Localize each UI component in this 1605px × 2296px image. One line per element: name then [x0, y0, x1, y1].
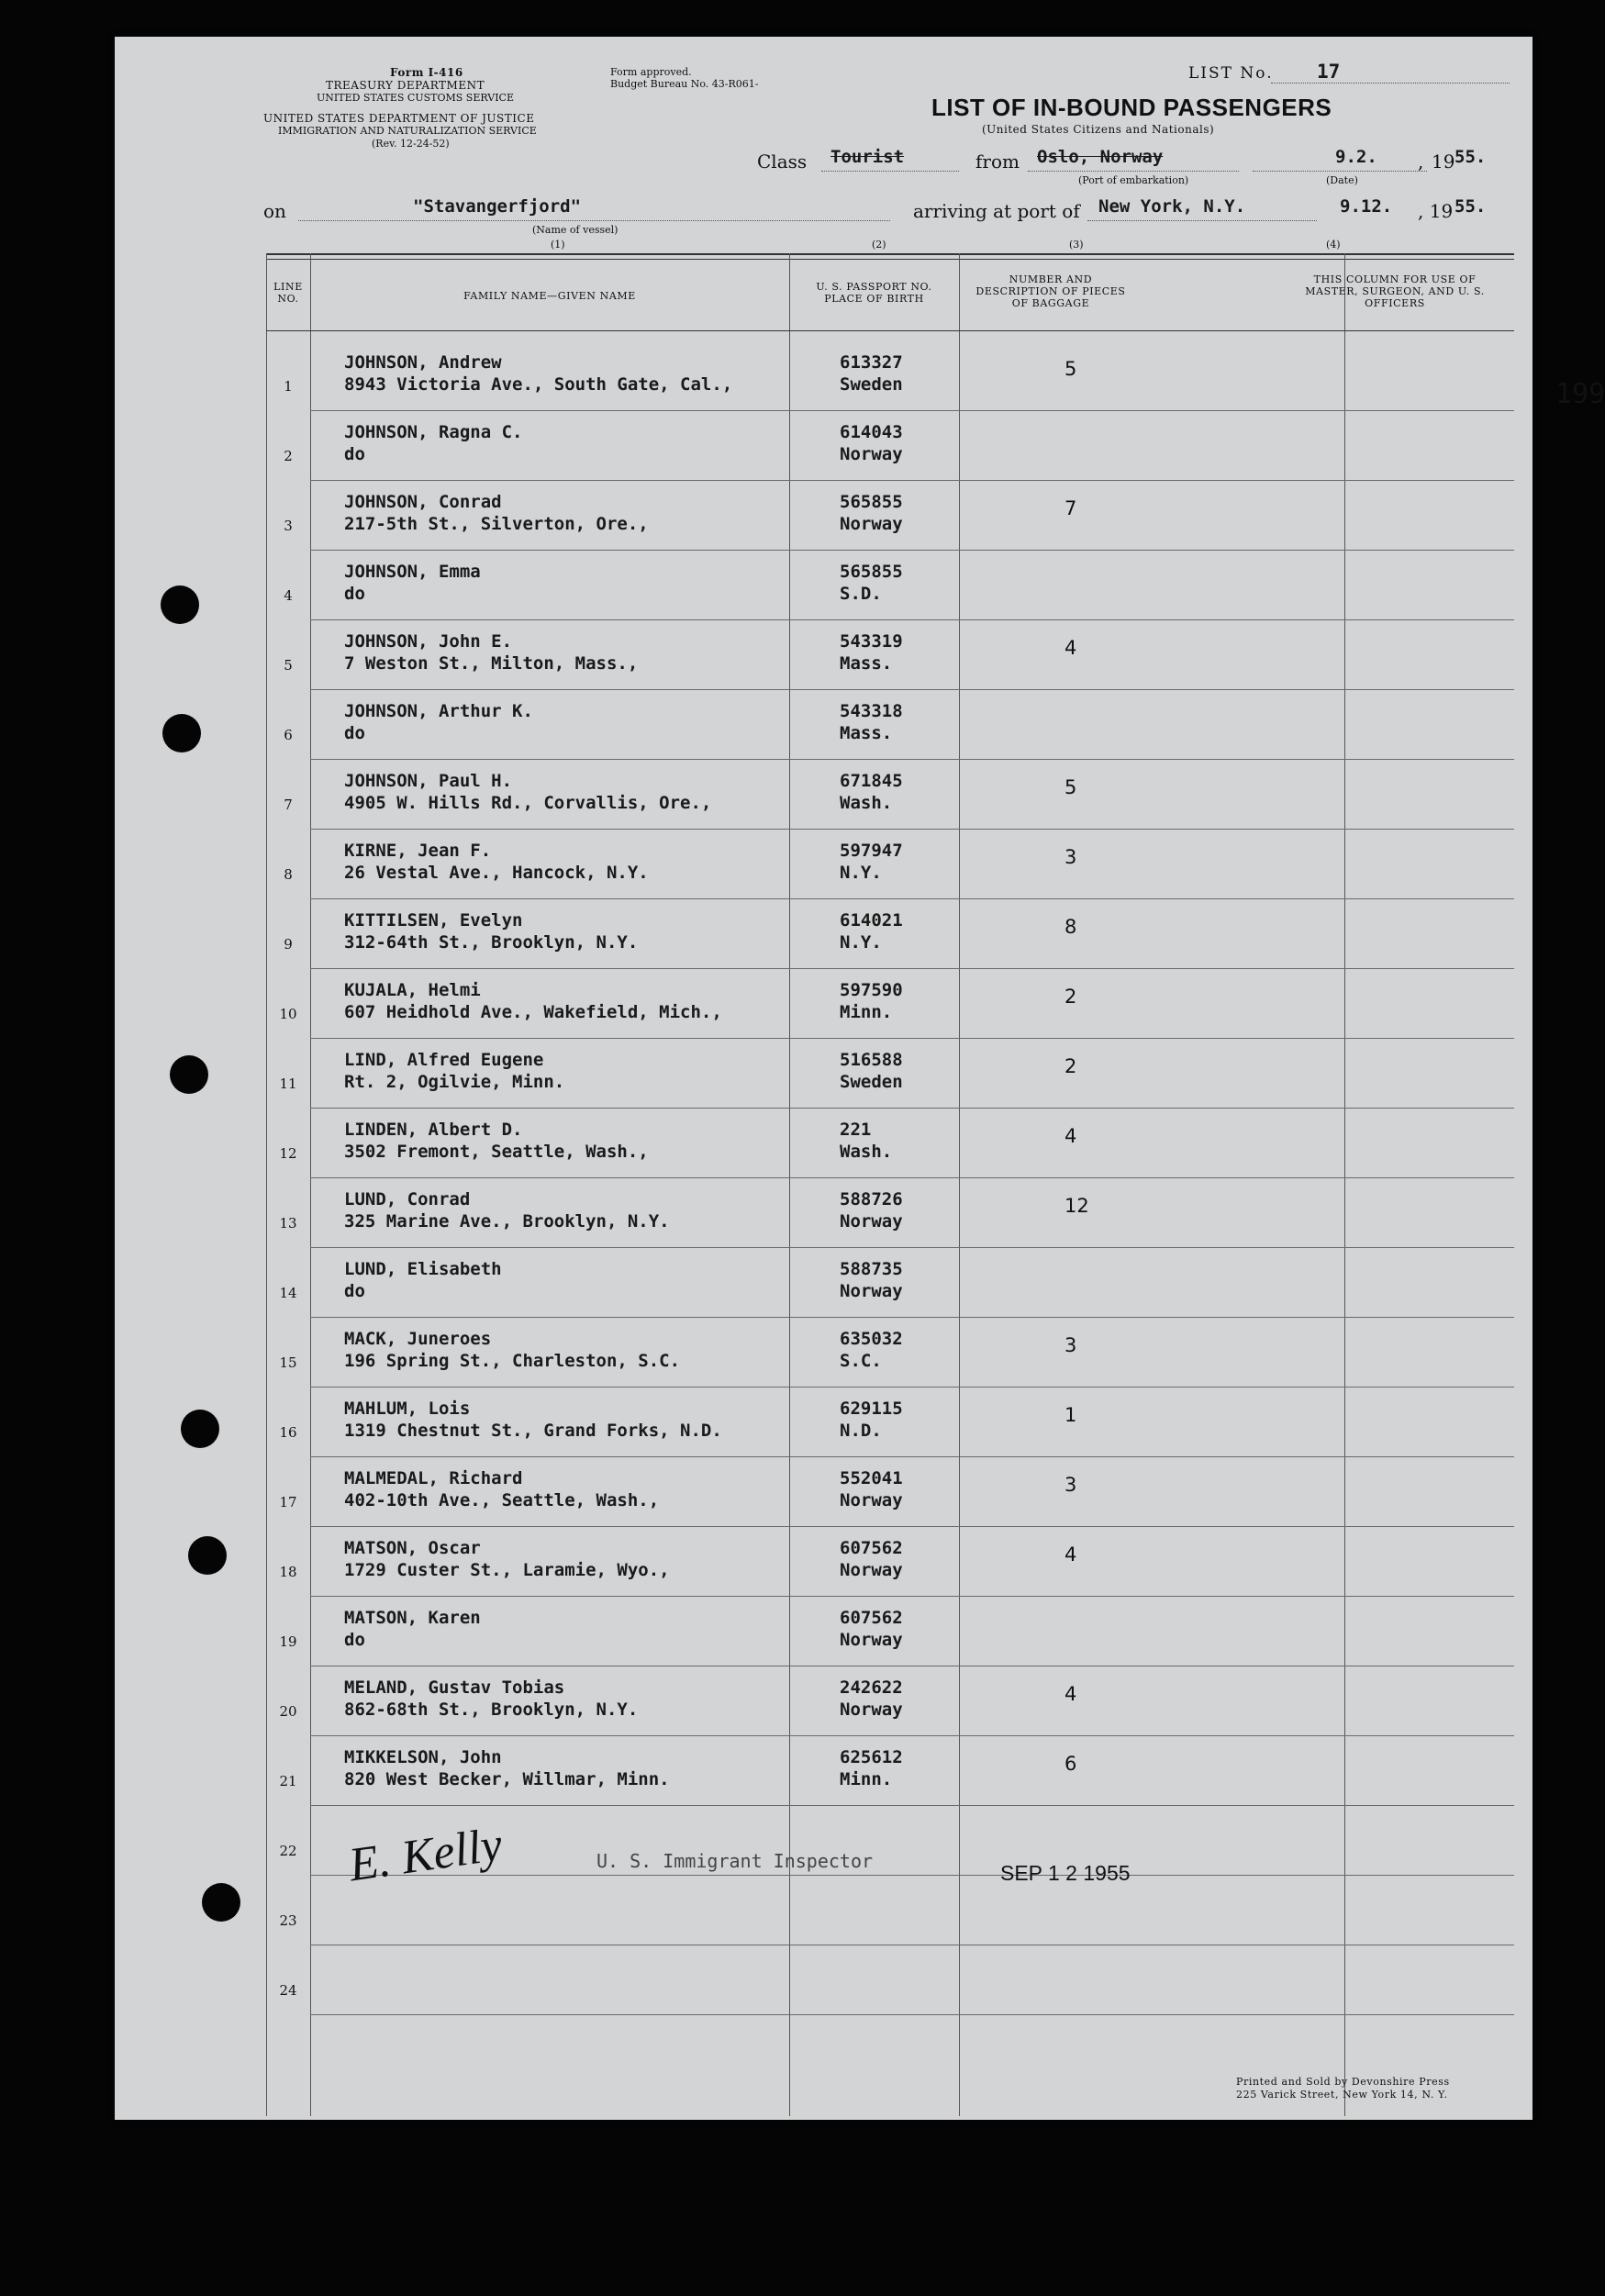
arrival-port: New York, N.Y. [1098, 196, 1246, 217]
place-of-birth: Wash. [840, 1142, 893, 1162]
passenger-address: 8943 Victoria Ave., South Gate, Cal., [344, 374, 733, 395]
line-number: 16 [279, 1424, 297, 1441]
table-row [266, 1597, 1514, 1666]
passenger-address: 820 West Becker, Willmar, Minn. [344, 1769, 670, 1789]
line-number: 24 [279, 1982, 297, 1999]
passenger-name: MAHLUM, Lois [344, 1399, 471, 1419]
place-of-birth: Norway [840, 1211, 903, 1232]
line-number: 10 [279, 1006, 297, 1022]
passport-number: 629115 [840, 1399, 903, 1419]
table-row [266, 1039, 1514, 1109]
passport-number: 565855 [840, 492, 903, 512]
passenger-name: MIKKELSON, John [344, 1747, 502, 1767]
passenger-address: do [344, 584, 365, 604]
line-number: 13 [279, 1215, 297, 1232]
passenger-name: KITTILSEN, Evelyn [344, 910, 523, 931]
caption-3: (3) [1069, 239, 1084, 251]
table-row [266, 341, 1514, 411]
baggage-count: 4 [1064, 1683, 1077, 1705]
table-row [266, 1388, 1514, 1457]
line-number: 22 [279, 1843, 297, 1859]
passport-number: 588735 [840, 1259, 903, 1279]
table-row [266, 1876, 1514, 1945]
passenger-name: LUND, Conrad [344, 1189, 471, 1209]
passport-number: 607562 [840, 1608, 903, 1628]
place-of-birth: Norway [840, 1490, 903, 1510]
col-line-no: LINE NO. [273, 281, 303, 305]
year-suffix: 55. [1455, 147, 1487, 167]
year-prefix: 19 [1432, 150, 1455, 173]
inspector-signature: E. Kelly [345, 1818, 506, 1892]
passenger-address: 7 Weston St., Milton, Mass., [344, 653, 639, 674]
form-title: LIST OF IN-BOUND PASSENGERS [931, 94, 1332, 121]
place-of-birth: Mass. [840, 653, 893, 674]
table-row [266, 1457, 1514, 1527]
place-of-birth: Norway [840, 444, 903, 464]
passenger-address: 862-68th St., Brooklyn, N.Y. [344, 1700, 639, 1720]
form-number: Form I-416 [390, 66, 463, 79]
baggage-count: 6 [1064, 1753, 1077, 1775]
place-of-birth: Norway [840, 1560, 903, 1580]
passenger-address: 1319 Chestnut St., Grand Forks, N.D. [344, 1421, 722, 1441]
passport-number: 543318 [840, 701, 903, 721]
form-approved: Form approved. [610, 66, 692, 78]
table-row [266, 760, 1514, 830]
line-number: 19 [279, 1633, 297, 1650]
col-officers: THIS COLUMN FOR USE OF MASTER, SURGEON, AND U. S. OFFICERS [1305, 273, 1485, 309]
baggage-count: 7 [1064, 497, 1077, 519]
place-of-birth: Mass. [840, 723, 893, 743]
passenger-address: do [344, 1630, 365, 1650]
table-row [266, 1945, 1514, 2015]
passport-number: 543319 [840, 631, 903, 652]
table-row [266, 830, 1514, 899]
table-row [266, 1178, 1514, 1248]
punch-hole [181, 1410, 219, 1448]
punch-hole [188, 1536, 227, 1575]
passenger-name: LINDEN, Albert D. [344, 1120, 523, 1140]
line-number: 1 [284, 378, 293, 395]
passenger-address: do [344, 1281, 365, 1301]
vessel-name: "Stavangerfjord" [413, 196, 582, 217]
passport-number: 614043 [840, 422, 903, 442]
passenger-name: KUJALA, Helmi [344, 980, 481, 1000]
on-label: on [263, 200, 286, 222]
place-of-birth: Norway [840, 514, 903, 534]
passport-number: 625612 [840, 1747, 903, 1767]
baggage-count: 4 [1064, 1544, 1077, 1566]
passenger-name: MALMEDAL, Richard [344, 1468, 523, 1488]
place-of-birth: Norway [840, 1630, 903, 1650]
place-of-birth: Wash. [840, 793, 893, 813]
passport-number: 588726 [840, 1189, 903, 1209]
table-row [266, 1736, 1514, 1806]
passenger-address: do [344, 444, 365, 464]
treasury-dept: TREASURY DEPARTMENT [326, 79, 485, 92]
passenger-address: 325 Marine Ave., Brooklyn, N.Y. [344, 1211, 670, 1232]
passport-number: 516588 [840, 1050, 903, 1070]
table-row [266, 899, 1514, 969]
baggage-count: 3 [1064, 846, 1077, 868]
port-caption: (Port of embarkation) [1078, 174, 1189, 186]
revision: (Rev. 12-24-52) [372, 138, 450, 150]
place-of-birth: Sweden [840, 1072, 903, 1092]
baggage-count: 4 [1064, 1125, 1077, 1147]
class-label: Class [757, 150, 808, 173]
passenger-name: KIRNE, Jean F. [344, 841, 492, 861]
line-number: 14 [279, 1285, 297, 1301]
passenger-name: LUND, Elisabeth [344, 1259, 502, 1279]
line-number: 8 [284, 866, 293, 883]
line-number: 9 [284, 936, 293, 953]
line-number: 15 [279, 1354, 297, 1371]
line-number: 12 [279, 1145, 297, 1162]
place-of-birth: Norway [840, 1281, 903, 1301]
table-row [266, 411, 1514, 481]
passenger-address: 607 Heidhold Ave., Wakefield, Mich., [344, 1002, 722, 1022]
arrival-date: 9.12. [1340, 196, 1393, 217]
arrival-year-suffix: 55. [1455, 196, 1487, 217]
table-row [266, 1666, 1514, 1736]
passenger-address: 4905 W. Hills Rd., Corvallis, Ore., [344, 793, 712, 813]
caption-1: (1) [551, 239, 565, 251]
arrival-year-prefix: 19 [1429, 200, 1454, 222]
passenger-name: JOHNSON, Conrad [344, 492, 502, 512]
class-value: Tourist [830, 147, 905, 167]
passenger-address: 217-5th St., Silverton, Ore., [344, 514, 649, 534]
arriving-label: arriving at port of [913, 200, 1080, 222]
baggage-count: 3 [1064, 1334, 1077, 1356]
passenger-address: Rt. 2, Ogilvie, Minn. [344, 1072, 565, 1092]
baggage-count: 4 [1064, 637, 1077, 659]
inspection-date: SEP 1 2 1955 [1000, 1861, 1131, 1885]
col-name: FAMILY NAME—GIVEN NAME [463, 290, 636, 302]
passenger-name: LIND, Alfred Eugene [344, 1050, 544, 1070]
punch-hole [202, 1883, 240, 1922]
vessel-caption: (Name of vessel) [532, 224, 619, 236]
place-of-birth: N.Y. [840, 932, 882, 953]
line-number: 5 [284, 657, 293, 674]
line-number: 3 [284, 518, 293, 534]
table-row [266, 1527, 1514, 1597]
passport-number: 565855 [840, 562, 903, 582]
place-of-birth: Norway [840, 1700, 903, 1720]
passenger-address: 26 Vestal Ave., Hancock, N.Y. [344, 863, 649, 883]
baggage-count: 5 [1064, 776, 1077, 798]
printer-line-2: 225 Varick Street, New York 14, N. Y. [1236, 2089, 1448, 2101]
baggage-count: 2 [1064, 1055, 1077, 1077]
embarkation-port: Oslo, Norway [1037, 147, 1164, 167]
col-passport: U. S. PASSPORT NO. PLACE OF BIRTH [816, 281, 932, 305]
officer-note: 199 [1555, 378, 1605, 410]
passenger-name: JOHNSON, Arthur K. [344, 701, 533, 721]
line-number: 6 [284, 727, 293, 743]
baggage-count: 12 [1064, 1195, 1089, 1217]
passenger-address: 3502 Fremont, Seattle, Wash., [344, 1142, 649, 1162]
customs-service: UNITED STATES CUSTOMS SERVICE [317, 92, 514, 104]
place-of-birth: Minn. [840, 1769, 893, 1789]
passenger-name: JOHNSON, John E. [344, 631, 513, 652]
caption-2: (2) [872, 239, 886, 251]
line-number: 23 [279, 1912, 297, 1929]
table-row [266, 1318, 1514, 1388]
place-of-birth: N.Y. [840, 863, 882, 883]
baggage-count: 2 [1064, 986, 1077, 1008]
passenger-address: 1729 Custer St., Laramie, Wyo., [344, 1560, 670, 1580]
passport-number: 597947 [840, 841, 903, 861]
line-number: 17 [279, 1494, 297, 1510]
list-label: LIST No. [1188, 64, 1274, 83]
passport-number: 614021 [840, 910, 903, 931]
table-row [266, 481, 1514, 551]
printer-line-1: Printed and Sold by Devonshire Press [1236, 2076, 1450, 2088]
from-label: from [975, 150, 1020, 173]
col-baggage: NUMBER AND DESCRIPTION OF PIECES OF BAGGAGE [975, 273, 1126, 309]
passenger-list-page: Form I-416 TREASURY DEPARTMENT UNITED STATES CUSTOMS SERVICE UNITED STATES DEPARTMENT OF JUSTICE IMMIGRATION AND NATURALIZATION SERVICE (Rev. 12-24-52) Form approved. Budget Bureau No. 43-R061- LIST No. 17 LIST OF IN-BOUND PASSENGERS (United States Citizens and Nationals) Class Tourist from Oslo, Norway (Port of embarkation) 9.2. (Date) 19 55. , on "Stavangerfjord" (Name of vessel) (1) arriving at port of New York, N.Y. 9.12. , 19 55. (2) (3) (4) LINE NO. FAMILY NAME—GIVEN NAME U. S. PASSPORT NO. PLACE OF BIRTH NUMBER AND DESCRIPTION OF PIECES OF BAGGAGE THIS COLUMN FOR USE OF MASTER, SURGEON, AND U. S. OFFICERS 1 JOHNSON, Andrew 8943 Victoria Ave., South Gate, Cal., 613327 Sweden 5 2 JOHNSON, Ragna C. do 614043 Norway 3 JOHNSON, Conrad 217-5th St., Silverton, Ore., 565855 Norway 7 4 JOHNSON, Emma do 565855 S.D. 5 JOHNSON, John E. 7 Weston St., Milton, Mass., 543319 Mass. 4 6 JOHNSON, Arthur K. do 543318 Mass. 7 JOHNSON, Paul H. 4905 W. Hills Rd., Corvallis, Ore., 671845 Wash. 5 8 KIRNE, Jean F. 26 Vestal Ave., Hancock, N.Y. 597947 N.Y. 3 9 KITTILSEN, Evelyn 312-64th St., Brooklyn, N.Y. 614021 N.Y. 8 10 KUJALA, Helmi 607 Heidhold Ave., Wakefield, Mich., 597590 Minn. 2 11 LIND, Alfred Eugene Rt. 2, Ogilvie, Minn. 516588 Sweden 2 12 LINDEN, Albert D. 3502 Fremont, Seattle, Wash., 221 Wash. 4 13 LUND, Conrad 325 Marine Ave., Brooklyn, N.Y. 588726 Norway 12 14 LUND, Elisabeth do 588735 Norway 15 MACK, Juneroes 196 Spring St., Charleston, S.C. 635032 S.C. 3 16 MAHLUM, Lois 1319 Chestnut St., Grand Forks, N.D. 629115 N.D. 1 17 MALMEDAL, Richard 402-10th Ave., Seattle, Wash., 552041 Norway 3 18 MATSON, Oscar 1729 Custer St., Laramie, Wyo., 607562 Norway 4 19 MATSON, Karen do 607562 Norway 20 MELAND, Gustav Tobias 862-68th St., Brooklyn, N.Y. 242622 Norway 4 21 MIKKELSON, John 820 West Becker, Willmar, Minn. 625612 Minn. 6 22 23 24 E. Kelly U. S. Immigrant Inspector SEP 1 2 1955 199 Printed and Sold by Devonshire Press 225 Varick Street, New York 14, N. Y. [115, 37, 1533, 2120]
budget-bureau: Budget Bureau No. 43-R061- [610, 78, 759, 90]
table-row [266, 1109, 1514, 1178]
line-number: 11 [279, 1076, 297, 1092]
passport-number: 613327 [840, 352, 903, 373]
passenger-name: JOHNSON, Ragna C. [344, 422, 523, 442]
passport-number: 221 [840, 1120, 872, 1140]
punch-hole [161, 585, 199, 624]
line-number: 7 [284, 797, 293, 813]
place-of-birth: S.D. [840, 584, 882, 604]
passport-number: 552041 [840, 1468, 903, 1488]
justice-dept: UNITED STATES DEPARTMENT OF JUSTICE [263, 112, 535, 125]
passenger-name: JOHNSON, Emma [344, 562, 481, 582]
caption-4: (4) [1326, 239, 1341, 251]
line-number: 4 [284, 587, 293, 604]
punch-hole [170, 1055, 208, 1094]
punch-hole [162, 714, 201, 752]
place-of-birth: N.D. [840, 1421, 882, 1441]
line-number: 18 [279, 1564, 297, 1580]
ins-service: IMMIGRATION AND NATURALIZATION SERVICE [278, 125, 537, 137]
passenger-name: MELAND, Gustav Tobias [344, 1677, 565, 1698]
date-caption: (Date) [1326, 174, 1358, 186]
passenger-name: JOHNSON, Paul H. [344, 771, 513, 791]
passenger-address: do [344, 723, 365, 743]
list-number: 17 [1317, 61, 1341, 83]
table-row [266, 1248, 1514, 1318]
baggage-count: 3 [1064, 1474, 1077, 1496]
passenger-address: 196 Spring St., Charleston, S.C. [344, 1351, 681, 1371]
baggage-count: 5 [1064, 358, 1077, 380]
line-number: 2 [284, 448, 293, 464]
inspector-title: U. S. Immigrant Inspector [596, 1850, 874, 1872]
passenger-name: JOHNSON, Andrew [344, 352, 502, 373]
place-of-birth: Minn. [840, 1002, 893, 1022]
line-number: 20 [279, 1703, 297, 1720]
place-of-birth: Sweden [840, 374, 903, 395]
embarkation-date: 9.2. [1335, 147, 1377, 167]
passenger-name: MACK, Juneroes [344, 1329, 492, 1349]
passenger-address: 402-10th Ave., Seattle, Wash., [344, 1490, 660, 1510]
table-row [266, 969, 1514, 1039]
form-subtitle: (United States Citizens and Nationals) [982, 123, 1215, 136]
passenger-table [266, 253, 1605, 2112]
baggage-count: 8 [1064, 916, 1077, 938]
place-of-birth: S.C. [840, 1351, 882, 1371]
table-row [266, 551, 1514, 620]
passenger-name: MATSON, Oscar [344, 1538, 481, 1558]
passenger-name: MATSON, Karen [344, 1608, 481, 1628]
passport-number: 242622 [840, 1677, 903, 1698]
table-row [266, 690, 1514, 760]
passport-number: 635032 [840, 1329, 903, 1349]
line-number: 21 [279, 1773, 297, 1789]
table-row [266, 620, 1514, 690]
passport-number: 671845 [840, 771, 903, 791]
passport-number: 607562 [840, 1538, 903, 1558]
baggage-count: 1 [1064, 1404, 1077, 1426]
passenger-address: 312-64th St., Brooklyn, N.Y. [344, 932, 639, 953]
passport-number: 597590 [840, 980, 903, 1000]
